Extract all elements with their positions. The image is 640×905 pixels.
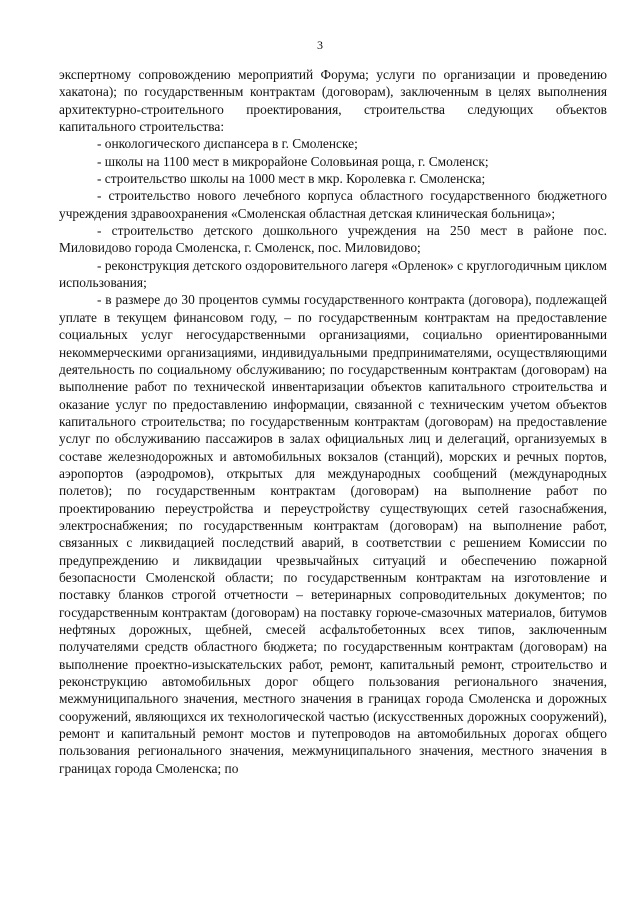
document-body — [59, 66, 607, 777]
list-item: - строительство школы на 1000 мест в мкр. Королевка г. Смоленска; — [97, 171, 486, 187]
list-item: - строительство нового лечебного корпуса областного государственного бюджетного учреждения здравоохранения «Смоленская областная детская клиническая больница»; — [59, 188, 607, 221]
paragraph: экспертному сопровождению мероприятий Форума; услуги по организации и проведению хакатона); по государственным контрактам (договорам), заключенным в целях выполнения архитектурно-строительного проектирования, строительства следующих объектов капитального строительства: — [59, 67, 607, 135]
list-item: - строительство детского дошкольного учреждения на 250 мест в районе пос. Миловидово города Смоленска, г. Смоленск, пос. Миловидово; — [59, 223, 607, 256]
list-item: - реконструкция детского оздоровительного лагеря «Орленок» с круглогодичным циклом использования; — [59, 257, 607, 291]
list-item: - школы на 1100 мест в микрорайоне Соловьиная роща, г. Смоленск; — [97, 153, 489, 169]
page-number: 3 — [317, 38, 323, 52]
list-item: - в размере до 30 процентов суммы государственного контракта (договора), подлежащей уплате в текущем финансовом году, – по государственным контрактам на предоставление социальных услуг негосударственными организациями, социально ориентированными некоммерческими организациями, индивидуальными предпринимателями, осуществляющими деятельность по социальному обслуживанию; по государственным контрактам (договорам) на выполнение работ по технической инвентаризации объектов капитального строительства и оказание услуг по предоставлению информации, связанной с техническим учетом объектов капитального строительства; по государственным контрактам (договорам) на предоставление услуг по обслуживанию пассажиров в залах официальных лиц и делегаций, организуемых в составе железнодорожных и автомобильных вокзалов (станций), морских и речных портов, аэропортов (аэродромов), открытых для международных сообщений (международных полетов); по государственным контрактам (договорам) на выполнение работ по проектированию переустройства и переустройству существующих сетей газоснабжения, электроснабжения; по государственным контрактам (договорам) на выполнение работ, связанных с ликвидацией последствий аварий, в соответствии с решением Комиссии по предупреждению и ликвидации чрезвычайных ситуаций и обеспечению пожарной безопасности Смоленской области; по государственным контрактам на изготовление и поставку бланков строгой отчетности – ветеринарных сопроводительных документов; по государственным контрактам (договорам) на поставку горюче-смазочных материалов, битумов нефтяных дорожных, щебней, смесей асфальтобетонных всех типов, заключенным получателями средств областного бюджета; по государственным контрактам (договорам) на выполнение проектно-изыскательских работ, ремонт, капитальный ремонт, строительство и реконструкцию автомобильных дорог общего пользования регионального значения, межмуниципального значения, местного значения в границах города Смоленска и дорожных сооружений, являющихся их технологической частью (искусственных дорожных сооружений), ремонт и капитальный ремонт мостов и путепроводов на автомобильных дорогах общего пользования регионального значения, межмуниципального значения, местного значения в границах города Смоленска; по — [59, 292, 607, 776]
list-item: - онкологического диспансера в г. Смоленске; — [97, 136, 358, 152]
